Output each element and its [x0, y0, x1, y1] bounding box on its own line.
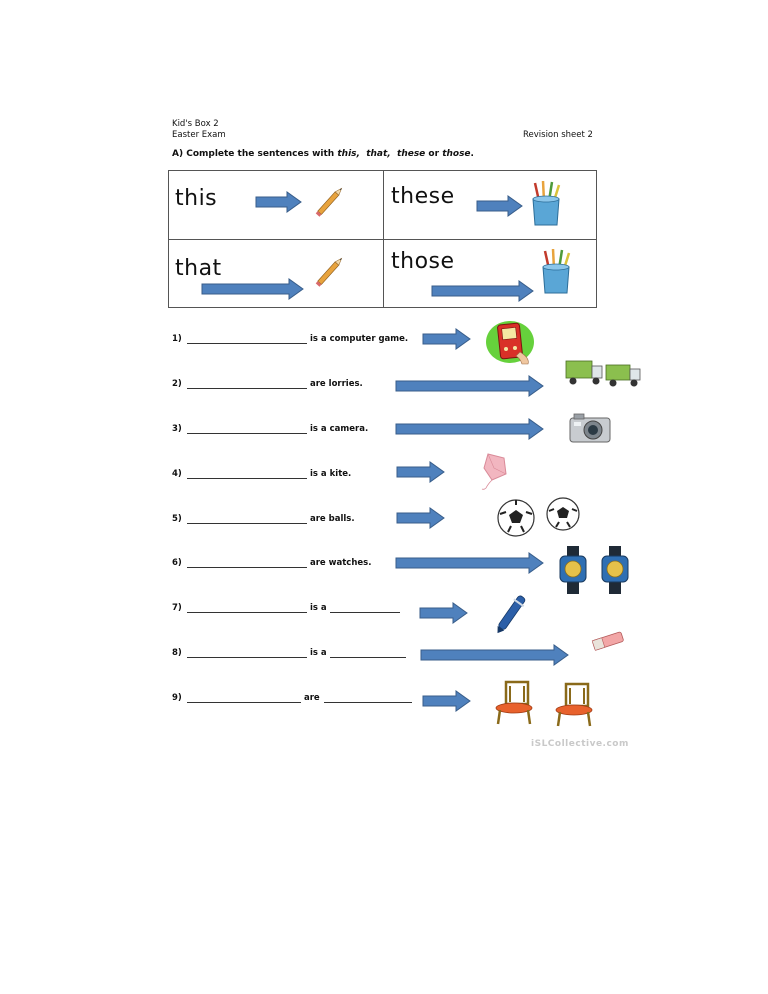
row-number: 3): [172, 424, 182, 434]
lorries-icon: [564, 358, 644, 388]
instruction-suffix: .: [470, 149, 474, 159]
exam-name: Easter Exam: [172, 130, 226, 140]
sentence-text: is a computer game.: [310, 334, 409, 344]
row-number: 9): [172, 693, 182, 703]
sentence-text: are balls.: [310, 514, 355, 524]
sentence-text: is a: [310, 603, 327, 613]
worksheet-title: Kid's Box 2: [172, 119, 219, 129]
answer-blank[interactable]: [187, 657, 307, 658]
arrow-icon: [431, 280, 535, 302]
arrow-icon: [396, 507, 446, 529]
answer-blank[interactable]: [187, 433, 307, 434]
instruction-word-these: these: [397, 149, 426, 159]
row-number: 8): [172, 648, 182, 658]
demo-word-this: this: [175, 186, 218, 211]
row-number: 6): [172, 558, 182, 568]
sentence-text: are lorries.: [310, 379, 363, 389]
arrow-icon: [422, 328, 472, 350]
answer-blank[interactable]: [187, 567, 307, 568]
arrow-icon: [419, 602, 469, 624]
arrow-icon: [420, 644, 570, 666]
pencil-icon: [309, 251, 351, 293]
answer-blank[interactable]: [187, 478, 307, 479]
row-number: 1): [172, 334, 182, 344]
pencil-cup-icon: [537, 247, 575, 297]
answer-blank[interactable]: [187, 388, 307, 389]
sentence-text: are watches.: [310, 558, 372, 568]
answer-blank[interactable]: [187, 612, 307, 613]
camera-icon: [568, 412, 612, 446]
row-number: 5): [172, 514, 182, 524]
sentence-text: is a camera.: [310, 424, 369, 434]
instruction-or: or: [425, 149, 443, 159]
pencil-icon: [309, 181, 351, 223]
answer-blank[interactable]: [187, 343, 307, 344]
game-console-icon: [484, 318, 540, 366]
answer-blank[interactable]: [330, 612, 400, 613]
table-divider-horizontal: [169, 239, 596, 240]
sentence-text: is a kite.: [310, 469, 352, 479]
arrow-icon: [476, 195, 524, 217]
arrow-icon: [395, 418, 545, 440]
instruction: [172, 149, 474, 159]
arrow-icon: [255, 191, 303, 213]
chairs-icon: [494, 678, 600, 728]
watches-icon: [556, 544, 632, 596]
sentence-text: are: [304, 693, 320, 703]
instruction-word-those: those: [442, 149, 471, 159]
kite-icon: [478, 450, 510, 492]
arrow-icon: [422, 690, 472, 712]
row-number: 2): [172, 379, 182, 389]
demo-table: [168, 170, 597, 308]
pencil-cup-icon: [527, 179, 565, 229]
arrow-icon: [201, 278, 305, 300]
instruction-word-that: that,: [366, 149, 391, 159]
instruction-word-this: this,: [337, 149, 360, 159]
instruction-prefix: A) Complete the sentences with: [172, 149, 338, 159]
arrow-icon: [395, 375, 545, 397]
arrow-icon: [396, 461, 446, 483]
answer-blank[interactable]: [324, 702, 412, 703]
arrow-icon: [395, 552, 545, 574]
row-number: 7): [172, 603, 182, 613]
demo-word-that: that: [175, 256, 222, 281]
balls-icon: [496, 496, 586, 538]
answer-blank[interactable]: [187, 702, 301, 703]
sentence-text: is a: [310, 648, 327, 658]
answer-blank[interactable]: [330, 657, 406, 658]
demo-word-those: those: [391, 249, 455, 274]
demo-word-these: these: [391, 184, 455, 209]
eraser-icon: [590, 630, 626, 652]
revision-sheet-label: Revision sheet 2: [523, 130, 593, 140]
row-number: 4): [172, 469, 182, 479]
watermark: iSLCollective.com: [531, 739, 629, 749]
answer-blank[interactable]: [187, 523, 307, 524]
pen-icon: [488, 586, 538, 636]
